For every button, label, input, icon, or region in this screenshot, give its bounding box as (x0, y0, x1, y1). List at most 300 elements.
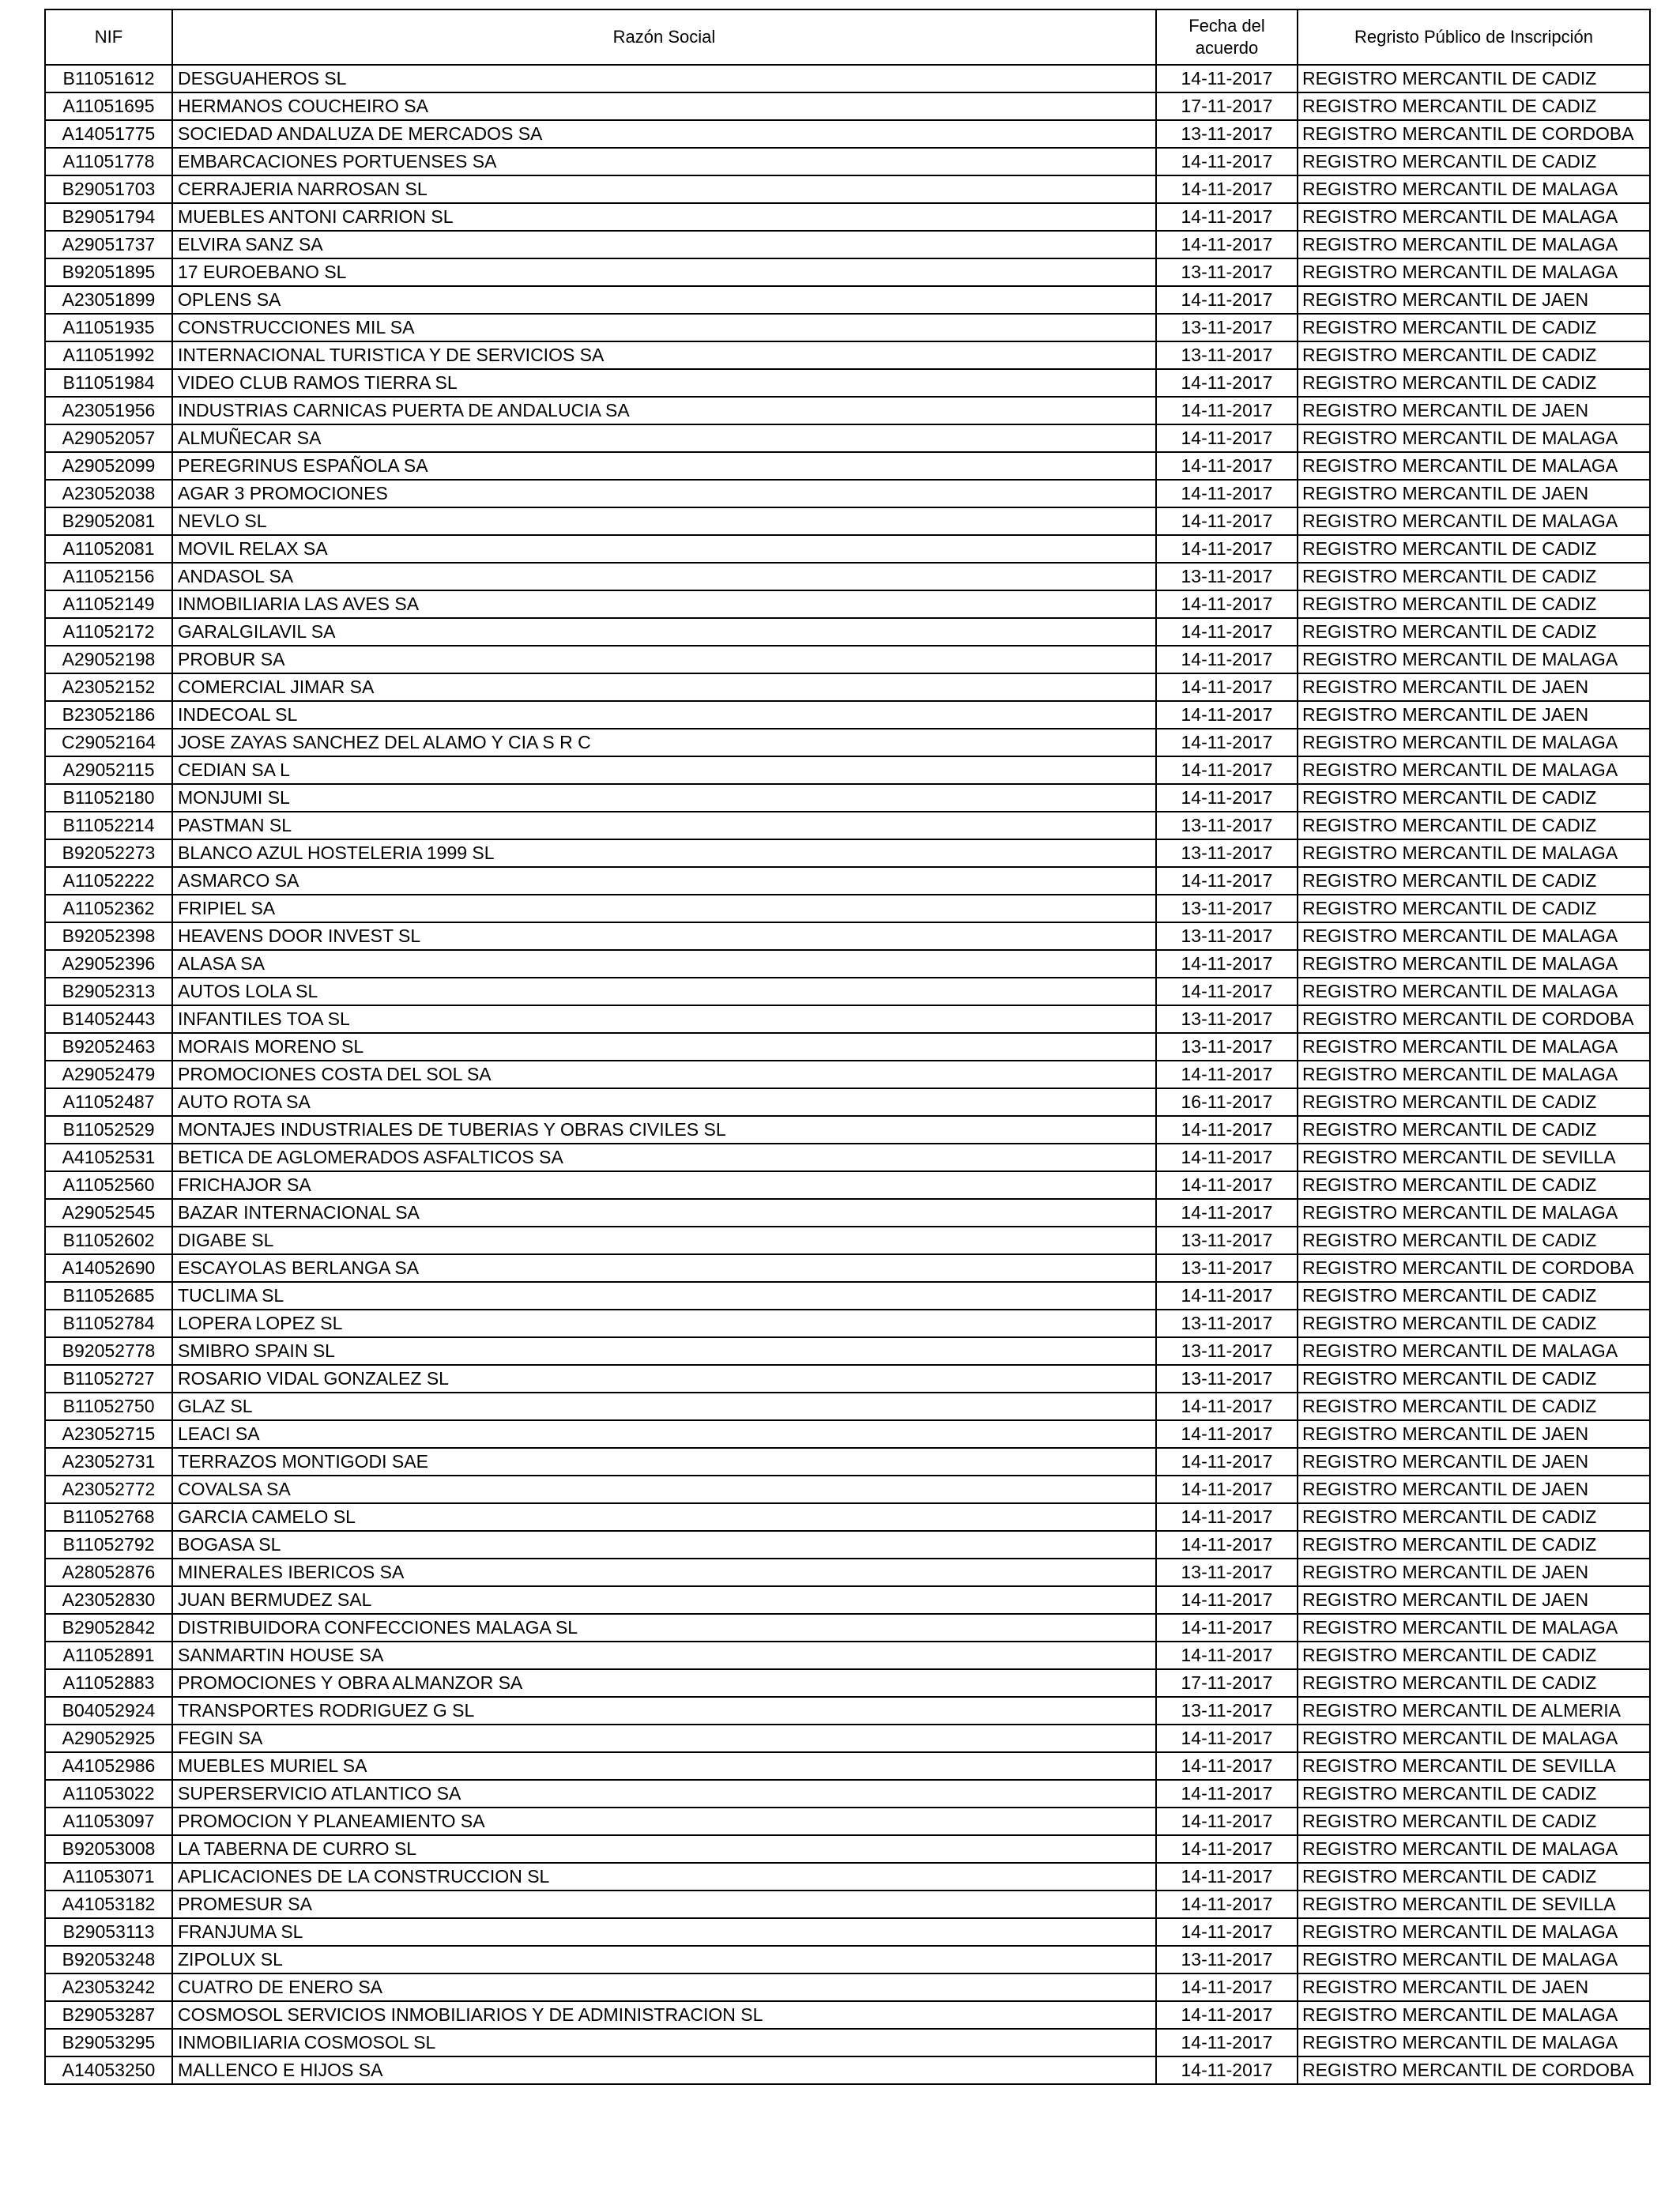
cell-nif: B23052186 (45, 701, 172, 729)
table-row (45, 922, 1650, 950)
cell-nif: A11052149 (45, 590, 172, 618)
cell-razon-social: COVALSA SA (172, 1476, 1156, 1503)
cell-fecha: 13-11-2017 (1156, 812, 1298, 839)
cell-fecha: 14-11-2017 (1156, 1448, 1298, 1476)
cell-registro: REGISTRO MERCANTIL DE CADIZ (1298, 1863, 1650, 1891)
cell-registro: REGISTRO MERCANTIL DE MALAGA (1298, 1199, 1650, 1227)
cell-registro: REGISTRO MERCANTIL DE MALAGA (1298, 839, 1650, 867)
cell-razon-social: PASTMAN SL (172, 812, 1156, 839)
cell-fecha: 14-11-2017 (1156, 65, 1298, 92)
cell-razon-social: MORAIS MORENO SL (172, 1033, 1156, 1061)
cell-razon-social: COMERCIAL JIMAR SA (172, 673, 1156, 701)
cell-registro: REGISTRO MERCANTIL DE MALAGA (1298, 1835, 1650, 1863)
table-row (45, 1531, 1650, 1559)
table-row (45, 397, 1650, 424)
cell-registro: REGISTRO MERCANTIL DE MALAGA (1298, 1946, 1650, 1973)
cell-razon-social: JOSE ZAYAS SANCHEZ DEL ALAMO Y CIA S R C (172, 729, 1156, 756)
cell-registro: REGISTRO MERCANTIL DE MALAGA (1298, 452, 1650, 480)
cell-nif: A29052099 (45, 452, 172, 480)
cell-registro: REGISTRO MERCANTIL DE MALAGA (1298, 2001, 1650, 2029)
cell-registro: REGISTRO MERCANTIL DE MALAGA (1298, 231, 1650, 258)
table-row (45, 341, 1650, 369)
table-row (45, 1476, 1650, 1503)
cell-fecha: 14-11-2017 (1156, 1614, 1298, 1642)
cell-nif: B11052784 (45, 1310, 172, 1337)
cell-fecha: 14-11-2017 (1156, 673, 1298, 701)
cell-nif: A23051956 (45, 397, 172, 424)
cell-razon-social: ANDASOL SA (172, 563, 1156, 590)
cell-fecha: 14-11-2017 (1156, 1061, 1298, 1088)
cell-nif: A11052172 (45, 618, 172, 646)
cell-nif: B92052463 (45, 1033, 172, 1061)
cell-nif: B04052924 (45, 1697, 172, 1725)
cell-nif: A29052925 (45, 1725, 172, 1752)
cell-fecha: 14-11-2017 (1156, 1476, 1298, 1503)
cell-registro: REGISTRO MERCANTIL DE CADIZ (1298, 1282, 1650, 1310)
table-row (45, 1614, 1650, 1642)
cell-razon-social: GARCIA CAMELO SL (172, 1503, 1156, 1531)
cell-registro: REGISTRO MERCANTIL DE MALAGA (1298, 646, 1650, 673)
cell-razon-social: DISTRIBUIDORA CONFECCIONES MALAGA SL (172, 1614, 1156, 1642)
cell-nif: B11052214 (45, 812, 172, 839)
cell-registro: REGISTRO MERCANTIL DE MALAGA (1298, 1337, 1650, 1365)
cell-razon-social: ASMARCO SA (172, 867, 1156, 895)
cell-fecha: 14-11-2017 (1156, 1752, 1298, 1780)
cell-nif: A11052883 (45, 1669, 172, 1697)
cell-registro: REGISTRO MERCANTIL DE CADIZ (1298, 1780, 1650, 1808)
cell-registro: REGISTRO MERCANTIL DE ALMERIA (1298, 1697, 1650, 1725)
cell-registro: REGISTRO MERCANTIL DE CORDOBA (1298, 1005, 1650, 1033)
table-row (45, 480, 1650, 507)
cell-nif: B11051612 (45, 65, 172, 92)
table-row (45, 1144, 1650, 1171)
cell-razon-social: FEGIN SA (172, 1725, 1156, 1752)
companies-table (44, 9, 1651, 2085)
cell-razon-social: BETICA DE AGLOMERADOS ASFALTICOS SA (172, 1144, 1156, 1171)
cell-registro: REGISTRO MERCANTIL DE MALAGA (1298, 203, 1650, 231)
cell-razon-social: CUATRO DE ENERO SA (172, 1973, 1156, 2001)
cell-registro: REGISTRO MERCANTIL DE JAEN (1298, 286, 1650, 314)
cell-registro: REGISTRO MERCANTIL DE MALAGA (1298, 922, 1650, 950)
cell-razon-social: ALASA SA (172, 950, 1156, 978)
cell-razon-social: AUTO ROTA SA (172, 1088, 1156, 1116)
table-row (45, 812, 1650, 839)
cell-registro: REGISTRO MERCANTIL DE CORDOBA (1298, 2056, 1650, 2084)
cell-registro: REGISTRO MERCANTIL DE MALAGA (1298, 1614, 1650, 1642)
table-row (45, 1863, 1650, 1891)
table-row (45, 92, 1650, 120)
cell-registro: REGISTRO MERCANTIL DE JAEN (1298, 1586, 1650, 1614)
cell-nif: A14052690 (45, 1254, 172, 1282)
cell-razon-social: INFANTILES TOA SL (172, 1005, 1156, 1033)
document-page (44, 9, 1651, 2085)
cell-nif: A11052891 (45, 1642, 172, 1669)
cell-razon-social: FRANJUMA SL (172, 1918, 1156, 1946)
table-row (45, 1061, 1650, 1088)
table-row (45, 1393, 1650, 1420)
cell-razon-social: MONJUMI SL (172, 784, 1156, 812)
cell-nif: B29053287 (45, 2001, 172, 2029)
table-row (45, 314, 1650, 341)
cell-registro: REGISTRO MERCANTIL DE CADIZ (1298, 1365, 1650, 1393)
cell-fecha: 14-11-2017 (1156, 867, 1298, 895)
cell-nif: A41053182 (45, 1891, 172, 1918)
cell-razon-social: INMOBILIARIA COSMOSOL SL (172, 2029, 1156, 2056)
cell-nif: A29052198 (45, 646, 172, 673)
table-row (45, 618, 1650, 646)
table-row (45, 1254, 1650, 1282)
cell-fecha: 13-11-2017 (1156, 1227, 1298, 1254)
table-row (45, 1752, 1650, 1780)
cell-registro: REGISTRO MERCANTIL DE CADIZ (1298, 341, 1650, 369)
cell-fecha: 14-11-2017 (1156, 231, 1298, 258)
cell-registro: REGISTRO MERCANTIL DE CADIZ (1298, 1393, 1650, 1420)
cell-nif: A29052545 (45, 1199, 172, 1227)
table-row (45, 2056, 1650, 2084)
cell-registro: REGISTRO MERCANTIL DE CADIZ (1298, 867, 1650, 895)
cell-razon-social: PROMOCION Y PLANEAMIENTO SA (172, 1808, 1156, 1835)
cell-nif: B11052792 (45, 1531, 172, 1559)
cell-nif: A23052152 (45, 673, 172, 701)
cell-fecha: 13-11-2017 (1156, 1033, 1298, 1061)
cell-registro: REGISTRO MERCANTIL DE CADIZ (1298, 1503, 1650, 1531)
cell-fecha: 14-11-2017 (1156, 1918, 1298, 1946)
cell-nif: B92053248 (45, 1946, 172, 1973)
cell-fecha: 13-11-2017 (1156, 1337, 1298, 1365)
cell-nif: B11052180 (45, 784, 172, 812)
cell-registro: REGISTRO MERCANTIL DE CADIZ (1298, 1669, 1650, 1697)
cell-registro: REGISTRO MERCANTIL DE CADIZ (1298, 92, 1650, 120)
cell-razon-social: PROBUR SA (172, 646, 1156, 673)
table-row (45, 1559, 1650, 1586)
cell-fecha: 14-11-2017 (1156, 1863, 1298, 1891)
cell-fecha: 13-11-2017 (1156, 1559, 1298, 1586)
cell-registro: REGISTRO MERCANTIL DE JAEN (1298, 1476, 1650, 1503)
table-row (45, 2001, 1650, 2029)
cell-nif: B29053295 (45, 2029, 172, 2056)
cell-nif: A29051737 (45, 231, 172, 258)
cell-fecha: 14-11-2017 (1156, 480, 1298, 507)
cell-fecha: 14-11-2017 (1156, 646, 1298, 673)
cell-fecha: 14-11-2017 (1156, 2001, 1298, 2029)
cell-registro: REGISTRO MERCANTIL DE MALAGA (1298, 258, 1650, 286)
cell-fecha: 14-11-2017 (1156, 784, 1298, 812)
cell-fecha: 13-11-2017 (1156, 314, 1298, 341)
table-row (45, 1973, 1650, 2001)
cell-nif: A29052057 (45, 424, 172, 452)
cell-nif: A11051695 (45, 92, 172, 120)
cell-nif: A14053250 (45, 2056, 172, 2084)
cell-razon-social: GLAZ SL (172, 1393, 1156, 1420)
cell-razon-social: CONSTRUCCIONES MIL SA (172, 314, 1156, 341)
cell-fecha: 14-11-2017 (1156, 452, 1298, 480)
cell-razon-social: LEACI SA (172, 1420, 1156, 1448)
cell-fecha: 13-11-2017 (1156, 839, 1298, 867)
cell-registro: REGISTRO MERCANTIL DE CADIZ (1298, 1171, 1650, 1199)
table-row (45, 1282, 1650, 1310)
table-row (45, 1725, 1650, 1752)
cell-razon-social: CEDIAN SA L (172, 756, 1156, 784)
cell-fecha: 14-11-2017 (1156, 1393, 1298, 1420)
cell-registro: REGISTRO MERCANTIL DE MALAGA (1298, 507, 1650, 535)
cell-registro: REGISTRO MERCANTIL DE JAEN (1298, 397, 1650, 424)
cell-fecha: 14-11-2017 (1156, 369, 1298, 397)
table-body (45, 65, 1650, 2084)
cell-nif: A11052222 (45, 867, 172, 895)
cell-razon-social: MINERALES IBERICOS SA (172, 1559, 1156, 1586)
cell-razon-social: TERRAZOS MONTIGODI SAE (172, 1448, 1156, 1476)
table-row (45, 729, 1650, 756)
table-row (45, 1033, 1650, 1061)
table-row (45, 1199, 1650, 1227)
cell-razon-social: VIDEO CLUB RAMOS TIERRA SL (172, 369, 1156, 397)
cell-razon-social: HEAVENS DOOR INVEST SL (172, 922, 1156, 950)
cell-razon-social: MOVIL RELAX SA (172, 535, 1156, 563)
cell-razon-social: MUEBLES ANTONI CARRION SL (172, 203, 1156, 231)
cell-razon-social: LA TABERNA DE CURRO SL (172, 1835, 1156, 1863)
cell-razon-social: INTERNACIONAL TURISTICA Y DE SERVICIOS SA (172, 341, 1156, 369)
cell-fecha: 13-11-2017 (1156, 1310, 1298, 1337)
table-row (45, 175, 1650, 203)
cell-nif: A41052531 (45, 1144, 172, 1171)
cell-nif: A29052115 (45, 756, 172, 784)
cell-razon-social: INDUSTRIAS CARNICAS PUERTA DE ANDALUCIA SA (172, 397, 1156, 424)
cell-fecha: 14-11-2017 (1156, 1171, 1298, 1199)
table-row (45, 1669, 1650, 1697)
cell-fecha: 14-11-2017 (1156, 701, 1298, 729)
table-row (45, 784, 1650, 812)
cell-fecha: 13-11-2017 (1156, 1005, 1298, 1033)
table-row (45, 1642, 1650, 1669)
cell-fecha: 14-11-2017 (1156, 2056, 1298, 2084)
table-row (45, 673, 1650, 701)
cell-razon-social: SUPERSERVICIO ATLANTICO SA (172, 1780, 1156, 1808)
table-row (45, 756, 1650, 784)
cell-registro: REGISTRO MERCANTIL DE JAEN (1298, 701, 1650, 729)
cell-fecha: 14-11-2017 (1156, 1531, 1298, 1559)
cell-registro: REGISTRO MERCANTIL DE JAEN (1298, 1973, 1650, 2001)
cell-fecha: 13-11-2017 (1156, 1365, 1298, 1393)
table-row (45, 839, 1650, 867)
cell-nif: B14052443 (45, 1005, 172, 1033)
cell-razon-social: DIGABE SL (172, 1227, 1156, 1254)
cell-razon-social: ROSARIO VIDAL GONZALEZ SL (172, 1365, 1156, 1393)
cell-registro: REGISTRO MERCANTIL DE CADIZ (1298, 1642, 1650, 1669)
cell-fecha: 14-11-2017 (1156, 1116, 1298, 1144)
cell-fecha: 14-11-2017 (1156, 535, 1298, 563)
cell-registro: REGISTRO MERCANTIL DE JAEN (1298, 480, 1650, 507)
table-row (45, 286, 1650, 314)
cell-nif: A23052038 (45, 480, 172, 507)
table-row (45, 590, 1650, 618)
cell-razon-social: AGAR 3 PROMOCIONES (172, 480, 1156, 507)
cell-nif: B29052081 (45, 507, 172, 535)
cell-fecha: 17-11-2017 (1156, 92, 1298, 120)
header-razon-social: Razón Social (172, 9, 1156, 65)
cell-razon-social: INDECOAL SL (172, 701, 1156, 729)
cell-razon-social: BLANCO AZUL HOSTELERIA 1999 SL (172, 839, 1156, 867)
table-row (45, 646, 1650, 673)
table-row (45, 258, 1650, 286)
header-fecha-line1: Fecha del (1188, 16, 1265, 36)
cell-registro: REGISTRO MERCANTIL DE CADIZ (1298, 1808, 1650, 1835)
table-row (45, 1891, 1650, 1918)
cell-razon-social: OPLENS SA (172, 286, 1156, 314)
table-row (45, 452, 1650, 480)
cell-fecha: 13-11-2017 (1156, 258, 1298, 286)
cell-razon-social: MUEBLES MURIEL SA (172, 1752, 1156, 1780)
cell-fecha: 14-11-2017 (1156, 1420, 1298, 1448)
cell-fecha: 17-11-2017 (1156, 1669, 1298, 1697)
cell-razon-social: TUCLIMA SL (172, 1282, 1156, 1310)
cell-fecha: 14-11-2017 (1156, 424, 1298, 452)
cell-fecha: 14-11-2017 (1156, 1144, 1298, 1171)
cell-razon-social: SOCIEDAD ANDALUZA DE MERCADOS SA (172, 120, 1156, 148)
cell-registro: REGISTRO MERCANTIL DE JAEN (1298, 1448, 1650, 1476)
cell-registro: REGISTRO MERCANTIL DE CADIZ (1298, 784, 1650, 812)
cell-fecha: 14-11-2017 (1156, 2029, 1298, 2056)
cell-registro: REGISTRO MERCANTIL DE CADIZ (1298, 148, 1650, 175)
cell-nif: A11053097 (45, 1808, 172, 1835)
cell-registro: REGISTRO MERCANTIL DE SEVILLA (1298, 1891, 1650, 1918)
table-row (45, 1171, 1650, 1199)
table-row (45, 1503, 1650, 1531)
cell-razon-social: BAZAR INTERNACIONAL SA (172, 1199, 1156, 1227)
cell-registro: REGISTRO MERCANTIL DE MALAGA (1298, 2029, 1650, 2056)
cell-nif: A11052362 (45, 895, 172, 922)
cell-nif: A28052876 (45, 1559, 172, 1586)
cell-razon-social: LOPERA LOPEZ SL (172, 1310, 1156, 1337)
cell-nif: B11052602 (45, 1227, 172, 1254)
cell-registro: REGISTRO MERCANTIL DE CADIZ (1298, 618, 1650, 646)
cell-fecha: 14-11-2017 (1156, 1503, 1298, 1531)
cell-fecha: 14-11-2017 (1156, 618, 1298, 646)
cell-fecha: 14-11-2017 (1156, 397, 1298, 424)
cell-nif: B92052778 (45, 1337, 172, 1365)
table-row (45, 507, 1650, 535)
cell-nif: A11052081 (45, 535, 172, 563)
cell-nif: B11051984 (45, 369, 172, 397)
table-row (45, 535, 1650, 563)
cell-fecha: 13-11-2017 (1156, 1946, 1298, 1973)
cell-nif: B11052529 (45, 1116, 172, 1144)
cell-razon-social: FRIPIEL SA (172, 895, 1156, 922)
header-registro: Regristo Público de Inscripción (1298, 9, 1650, 65)
cell-fecha: 14-11-2017 (1156, 1586, 1298, 1614)
cell-razon-social: PEREGRINUS ESPAÑOLA SA (172, 452, 1156, 480)
cell-nif: A11051992 (45, 341, 172, 369)
cell-nif: A11053071 (45, 1863, 172, 1891)
cell-nif: B92051895 (45, 258, 172, 286)
cell-razon-social: INMOBILIARIA LAS AVES SA (172, 590, 1156, 618)
table-row (45, 563, 1650, 590)
table-row (45, 424, 1650, 452)
cell-registro: REGISTRO MERCANTIL DE MALAGA (1298, 424, 1650, 452)
cell-razon-social: TRANSPORTES RODRIGUEZ G SL (172, 1697, 1156, 1725)
cell-fecha: 14-11-2017 (1156, 950, 1298, 978)
table-row (45, 1088, 1650, 1116)
cell-fecha: 14-11-2017 (1156, 1835, 1298, 1863)
cell-registro: REGISTRO MERCANTIL DE CADIZ (1298, 535, 1650, 563)
cell-nif: A29052479 (45, 1061, 172, 1088)
cell-fecha: 13-11-2017 (1156, 1254, 1298, 1282)
cell-fecha: 13-11-2017 (1156, 563, 1298, 590)
table-row (45, 203, 1650, 231)
cell-registro: REGISTRO MERCANTIL DE CADIZ (1298, 1116, 1650, 1144)
table-row (45, 950, 1650, 978)
cell-registro: REGISTRO MERCANTIL DE MALAGA (1298, 1918, 1650, 1946)
cell-registro: REGISTRO MERCANTIL DE CADIZ (1298, 314, 1650, 341)
cell-fecha: 14-11-2017 (1156, 1199, 1298, 1227)
table-row (45, 2029, 1650, 2056)
cell-registro: REGISTRO MERCANTIL DE JAEN (1298, 673, 1650, 701)
cell-razon-social: SMIBRO SPAIN SL (172, 1337, 1156, 1365)
cell-razon-social: MALLENCO E HIJOS SA (172, 2056, 1156, 2084)
cell-fecha: 14-11-2017 (1156, 1642, 1298, 1669)
cell-registro: REGISTRO MERCANTIL DE MALAGA (1298, 729, 1650, 756)
table-row (45, 701, 1650, 729)
table-row (45, 1918, 1650, 1946)
cell-fecha: 13-11-2017 (1156, 341, 1298, 369)
cell-registro: REGISTRO MERCANTIL DE JAEN (1298, 1420, 1650, 1448)
cell-nif: B29051794 (45, 203, 172, 231)
cell-fecha: 14-11-2017 (1156, 175, 1298, 203)
cell-razon-social: APLICACIONES DE LA CONSTRUCCION SL (172, 1863, 1156, 1891)
cell-razon-social: ELVIRA SANZ SA (172, 231, 1156, 258)
cell-fecha: 14-11-2017 (1156, 729, 1298, 756)
cell-nif: B29051703 (45, 175, 172, 203)
table-row (45, 148, 1650, 175)
header-fecha-acuerdo (1156, 9, 1298, 65)
cell-nif: B11052768 (45, 1503, 172, 1531)
table-row (45, 1946, 1650, 1973)
table-row (45, 1835, 1650, 1863)
table-row (45, 867, 1650, 895)
cell-razon-social: JUAN BERMUDEZ SAL (172, 1586, 1156, 1614)
table-row (45, 1780, 1650, 1808)
cell-registro: REGISTRO MERCANTIL DE CADIZ (1298, 590, 1650, 618)
cell-registro: REGISTRO MERCANTIL DE CORDOBA (1298, 1254, 1650, 1282)
cell-registro: REGISTRO MERCANTIL DE CADIZ (1298, 563, 1650, 590)
cell-nif: A11052560 (45, 1171, 172, 1199)
cell-registro: REGISTRO MERCANTIL DE SEVILLA (1298, 1144, 1650, 1171)
cell-fecha: 14-11-2017 (1156, 203, 1298, 231)
cell-registro: REGISTRO MERCANTIL DE MALAGA (1298, 950, 1650, 978)
cell-registro: REGISTRO MERCANTIL DE CORDOBA (1298, 120, 1650, 148)
cell-fecha: 14-11-2017 (1156, 1973, 1298, 2001)
table-row (45, 1420, 1650, 1448)
cell-fecha: 13-11-2017 (1156, 1697, 1298, 1725)
cell-razon-social: ESCAYOLAS BERLANGA SA (172, 1254, 1156, 1282)
cell-razon-social: HERMANOS COUCHEIRO SA (172, 92, 1156, 120)
cell-razon-social: SANMARTIN HOUSE SA (172, 1642, 1156, 1669)
cell-fecha: 14-11-2017 (1156, 590, 1298, 618)
table-row (45, 895, 1650, 922)
cell-registro: REGISTRO MERCANTIL DE CADIZ (1298, 1310, 1650, 1337)
cell-fecha: 14-11-2017 (1156, 1808, 1298, 1835)
header-fecha-line2: acuerdo (1195, 38, 1259, 58)
cell-fecha: 13-11-2017 (1156, 922, 1298, 950)
cell-fecha: 13-11-2017 (1156, 895, 1298, 922)
table-row (45, 369, 1650, 397)
cell-fecha: 14-11-2017 (1156, 1725, 1298, 1752)
table-row (45, 1310, 1650, 1337)
cell-nif: A41052986 (45, 1752, 172, 1780)
cell-fecha: 14-11-2017 (1156, 1780, 1298, 1808)
cell-fecha: 16-11-2017 (1156, 1088, 1298, 1116)
cell-razon-social: EMBARCACIONES PORTUENSES SA (172, 148, 1156, 175)
cell-nif: A11052487 (45, 1088, 172, 1116)
